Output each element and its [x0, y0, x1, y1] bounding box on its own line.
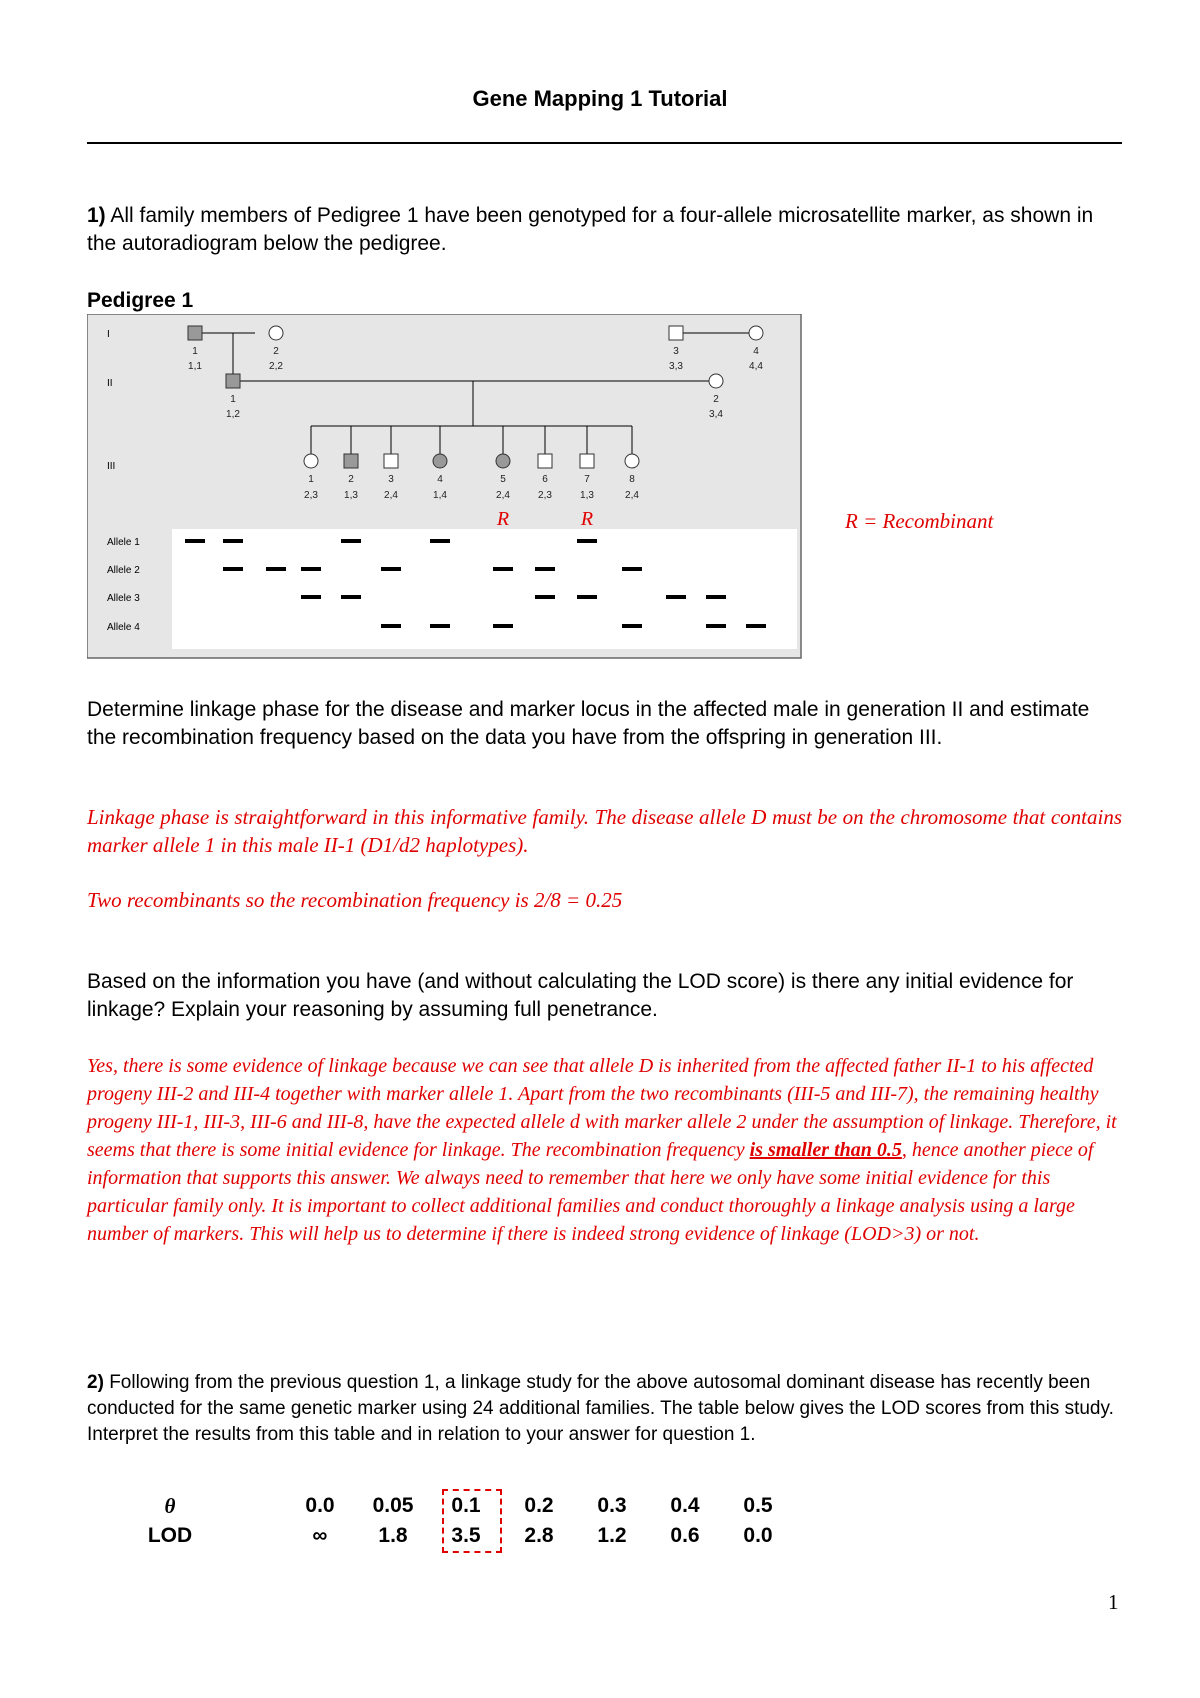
gel-band	[535, 595, 555, 599]
answer-1a-frequency: Two recombinants so the recombination frequency is 2/8 = 0.25	[87, 888, 623, 912]
gel-band	[341, 539, 361, 543]
individual-I-3-male	[669, 326, 683, 340]
theta-value: 0.3	[597, 1494, 627, 1517]
generation-label: I	[107, 329, 110, 340]
gel-band	[493, 567, 513, 571]
question-2-text: Following from the previous question 1, a linkage study for the above autosomal dominant disease has recently been conducted for the same genetic marker using 24 additional families. The table below gives the LOD scores from this study. Interpret the results from this table and in relation to your answer for question 1.	[87, 1372, 1114, 1445]
individual-III-3-male	[384, 454, 398, 468]
individual-III-2-affected-male	[344, 454, 358, 468]
generation-label: II	[107, 378, 113, 389]
allele-label: Allele 1	[107, 537, 140, 548]
theta-value: 0.5	[743, 1494, 773, 1517]
gel-band	[301, 567, 321, 571]
allele-label: Allele 3	[107, 593, 140, 604]
individual-number: 5	[500, 474, 506, 485]
recombinant-mark: R	[496, 508, 510, 530]
individual-number: 7	[584, 474, 590, 485]
theta-value: 0.05	[372, 1494, 414, 1517]
question-2-number: 2)	[87, 1372, 104, 1393]
question-1-text: All family members of Pedigree 1 have been genotyped for a four-allele microsatellite marker, as shown in the autoradiogram below the pedigree.	[87, 204, 1094, 255]
individual-III-8-female	[625, 454, 639, 468]
recombinant-mark: R	[580, 508, 594, 530]
genotype-label: 4,4	[749, 361, 763, 372]
individual-I-2-female	[269, 326, 283, 340]
genotype-label: 1,4	[433, 490, 447, 501]
answer-1b-emphasis: is smaller than 0.5	[749, 1139, 902, 1161]
individual-number: 2	[348, 474, 354, 485]
individual-II-2-female	[709, 374, 723, 388]
gel-band	[430, 539, 450, 543]
question-1-number: 1)	[87, 204, 106, 227]
individual-III-5-affected-female	[496, 454, 510, 468]
individual-number: 1	[230, 394, 236, 405]
individual-number: 6	[542, 474, 548, 485]
answer-1b-part2: , hence another piece of information that supports this answer. We always need to remember that here we only have some initial evidence for this particular family only. It is important to collect additional families and conduct thoroughly a linkage analysis using a large number of markers. This will help us to determine if there is indeed strong evidence of linkage (LOD>3) or not.	[87, 1139, 1094, 1245]
allele-label: Allele 4	[107, 622, 140, 633]
question-1b: Based on the information you have (and without calculating the LOD score) is there any initial evidence for linkage? Explain your reasoning by assuming full penetrance.	[87, 970, 1074, 1021]
page-number: 1	[1108, 1590, 1119, 1614]
generation-label: III	[107, 461, 116, 472]
question-2	[87, 1370, 1122, 1448]
individual-number: 1	[308, 474, 314, 485]
theta-value: 0.0	[305, 1494, 335, 1517]
genotype-label: 1,3	[344, 490, 358, 501]
individual-III-6-male	[538, 454, 552, 468]
gel-band	[223, 567, 243, 571]
theta-label: θ	[164, 1494, 176, 1518]
gel-band	[381, 624, 401, 628]
theta-value: 0.1	[451, 1494, 481, 1517]
question-1a: Determine linkage phase for the disease and marker locus in the affected male in generation II and estimate the recombination frequency based on the data you have from the offspring in generation III.	[87, 698, 1090, 749]
gel-band	[301, 595, 321, 599]
genotype-label: 2,4	[384, 490, 398, 501]
lod-value: 1.8	[378, 1524, 408, 1547]
recombinant-legend: R = Recombinant	[845, 509, 994, 533]
gel-band	[223, 539, 243, 543]
gel-band	[266, 567, 286, 571]
lod-value: 2.8	[524, 1524, 554, 1547]
genotype-label: 2,2	[269, 361, 283, 372]
lod-value: 1.2	[597, 1524, 627, 1547]
lod-label: LOD	[147, 1524, 193, 1547]
page-title: Gene Mapping 1 Tutorial	[472, 86, 728, 111]
max-lod-highlight	[442, 1489, 502, 1553]
individual-III-1-female	[304, 454, 318, 468]
individual-number: 3	[673, 346, 679, 357]
allele-label: Allele 2	[107, 565, 140, 576]
gel-band	[381, 567, 401, 571]
gel-band	[706, 595, 726, 599]
gel-band	[622, 624, 642, 628]
answer-1b-part1: Yes, there is some evidence of linkage because we can see that allele D is inherited from the affected father II-1 to his affected progeny III-2 and III-4 together with marker allele 1. Apart from the two recombinants (III-5 and III-7), the remaining healthy progeny III-1, III-3, III-6 and III-8, have the expected allele d with marker allele 2 under the assumption of linkage. Therefore, it seems that there is some initial evidence for linkage. The recombination frequency	[87, 1055, 1117, 1161]
genotype-label: 2,4	[496, 490, 510, 501]
gel-band	[535, 567, 555, 571]
individual-I-4-female	[749, 326, 763, 340]
title-rule	[87, 142, 1122, 144]
gel-band	[746, 624, 766, 628]
lod-value: 0.0	[743, 1524, 773, 1547]
pedigree-figure	[87, 314, 802, 659]
genotype-label: 1,2	[226, 409, 240, 420]
gel-band	[577, 595, 597, 599]
gel-band	[341, 595, 361, 599]
gel-band	[493, 624, 513, 628]
answer-1a-phase: Linkage phase is straightforward in this informative family. The disease allele D must be on the chromosome that contains marker allele 1 in this male II-1 (D1/d2 haplotypes).	[87, 805, 1122, 857]
autoradiogram-panel	[172, 529, 797, 649]
gel-band	[430, 624, 450, 628]
genotype-label: 3,3	[669, 361, 683, 372]
lod-value: ∞	[312, 1524, 328, 1547]
lod-value: 3.5	[451, 1524, 481, 1547]
question-1	[87, 202, 1122, 258]
individual-III-7-male	[580, 454, 594, 468]
individual-II-1-affected-male	[226, 374, 240, 388]
gel-band	[706, 624, 726, 628]
pedigree-label: Pedigree 1	[87, 289, 194, 312]
gel-band	[577, 539, 597, 543]
theta-value: 0.4	[670, 1494, 700, 1517]
genotype-label: 2,3	[538, 490, 552, 501]
genotype-label: 1,3	[580, 490, 594, 501]
individual-number: 8	[629, 474, 635, 485]
theta-value: 0.2	[524, 1494, 554, 1517]
gel-band	[666, 595, 686, 599]
answer-1b	[87, 1052, 1122, 1248]
individual-number: 2	[713, 394, 719, 405]
genotype-label: 2,3	[304, 490, 318, 501]
genotype-label: 3,4	[709, 409, 723, 420]
individual-number: 4	[437, 474, 443, 485]
individual-III-4-affected-female	[433, 454, 447, 468]
genotype-label: 2,4	[625, 490, 639, 501]
individual-I-1-affected-male	[188, 326, 202, 340]
individual-number: 4	[753, 346, 759, 357]
individual-number: 1	[192, 346, 198, 357]
gel-band	[622, 567, 642, 571]
individual-number: 3	[388, 474, 394, 485]
lod-value: 0.6	[670, 1524, 700, 1547]
genotype-label: 1,1	[188, 361, 202, 372]
gel-band	[185, 539, 205, 543]
individual-number: 2	[273, 346, 279, 357]
